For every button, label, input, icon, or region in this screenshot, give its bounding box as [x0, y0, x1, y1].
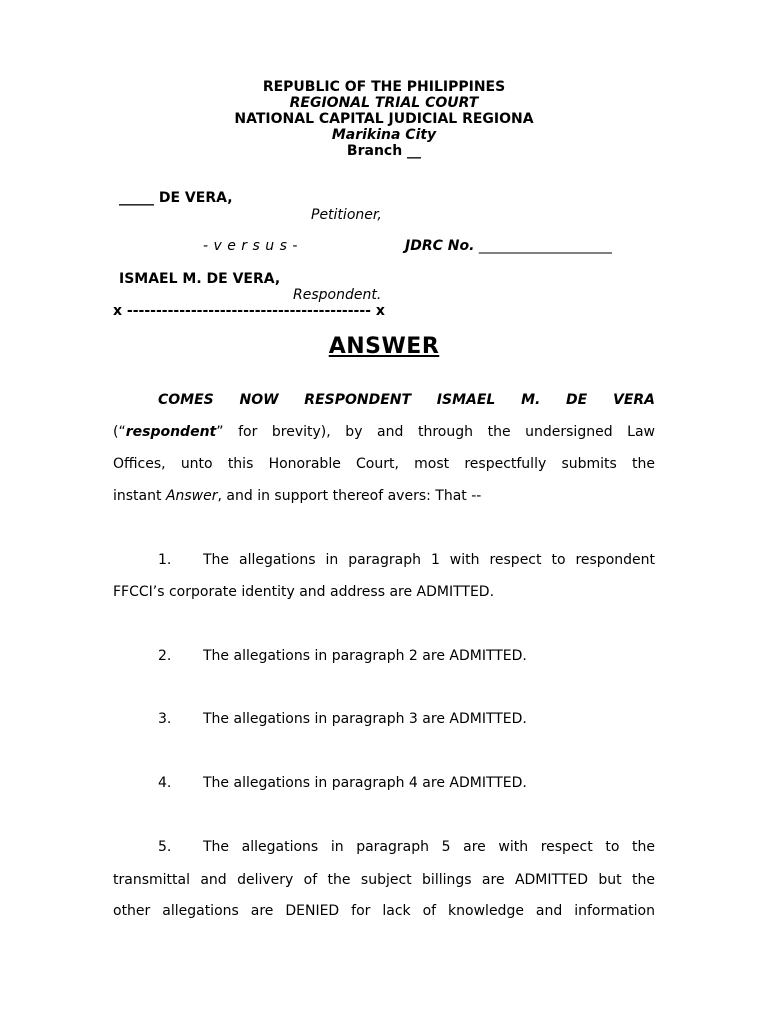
paragraph-number: 4. [158, 775, 172, 791]
paragraph-5-line-1: 5. The allegations in paragraph 5 are with respect to the [113, 831, 655, 863]
document-title: ANSWER [328, 334, 440, 359]
paragraph-3: 3. The allegations in paragraph 3 are ADMITTED. [113, 703, 655, 735]
header-region: NATIONAL CAPITAL JUDICIAL REGIONA [234, 111, 534, 127]
header-branch: Branch __ [346, 143, 422, 159]
paragraph-number: 3. [158, 711, 172, 727]
intro-line-3: Offices, unto this Honorable Court, most respectfully submits the [113, 456, 655, 472]
header-republic: REPUBLIC OF THE PHILIPPINES [262, 79, 506, 95]
paragraph-4: 4. The allegations in paragraph 4 are ADMITTED. [113, 767, 655, 799]
paragraph-number: 2. [158, 648, 172, 664]
paragraph-1-line-1: 1. The allegations in paragraph 1 with respect to respondent [113, 544, 655, 576]
respondent-term: respondent [125, 424, 217, 440]
paragraph-5-line-3: other allegations are DENIED for lack of knowledge and information [113, 903, 655, 919]
intro-line-4: instant Answer, and in support thereof avers: That -- [113, 488, 482, 504]
petitioner-role: Petitioner, [311, 207, 382, 223]
paragraph-number: 1. [158, 552, 172, 568]
case-number [405, 238, 612, 255]
petitioner-name: _____ DE VERA, [119, 190, 233, 206]
header-court: REGIONAL TRIAL COURT [289, 95, 479, 111]
respondent-name: ISMAEL M. DE VERA, [119, 271, 281, 287]
versus-label: - v e r s u s - [203, 238, 298, 254]
header-city: Marikina City [331, 127, 437, 143]
answer-term: Answer [165, 488, 218, 504]
paragraph-1-line-2: FFCCI’s corporate identity and address are ADMITTED. [113, 584, 495, 600]
intro-line-2: (“respondent” for brevity), by and through the undersigned Law [113, 424, 655, 440]
paragraph-2: 2. The allegations in paragraph 2 are ADMITTED. [113, 640, 655, 672]
case-number-blank: ___________________ [478, 238, 612, 254]
paragraph-number: 5. [158, 839, 172, 855]
case-number-label: JDRC No. [405, 238, 475, 254]
intro-opening: COMES NOW RESPONDENT ISMAEL M. DE VERA [158, 392, 655, 408]
caption-separator: x ------------------------------------------ x [113, 303, 385, 319]
respondent-role: Respondent. [293, 287, 382, 303]
intro-line-1 [113, 384, 655, 416]
paragraph-5-line-2: transmittal and delivery of the subject billings are ADMITTED but the [113, 872, 655, 888]
